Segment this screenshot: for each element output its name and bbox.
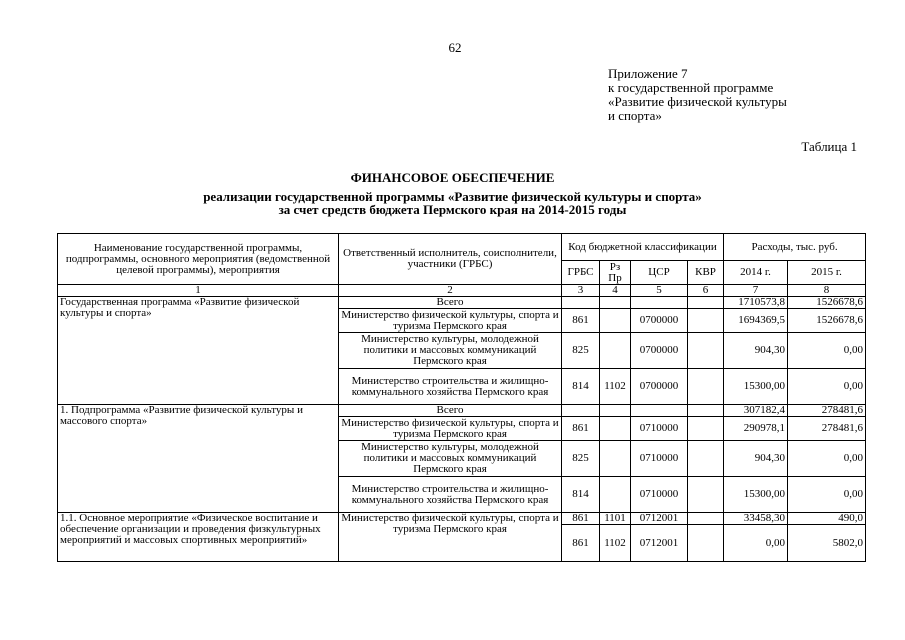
column-number: 3 <box>562 285 600 297</box>
kvr-cell <box>688 513 724 525</box>
expense-2014-cell: 33458,30 <box>724 513 788 525</box>
rzpr-cell <box>600 477 631 513</box>
grbs-cell: 861 <box>562 525 600 562</box>
column-number: 2 <box>339 285 562 297</box>
column-number: 4 <box>600 285 631 297</box>
header-2015: 2015 г. <box>788 261 866 285</box>
appendix-line-1: Приложение 7 <box>608 66 688 81</box>
csr-cell: 0700000 <box>631 369 688 405</box>
header-executor: Ответственный исполнитель, соисполнители, участники (ГРБС) <box>339 234 562 285</box>
page-number: 62 <box>448 40 462 55</box>
event-executor: Министерство физической культуры, спорта и туризма Пермского края <box>339 513 562 562</box>
appendix-line-2: к государственной программе <box>608 80 774 95</box>
expense-2015-cell: 0,00 <box>788 333 866 369</box>
financing-table <box>57 233 866 562</box>
header-name: Наименование государственной программы, подпрограммы, основного мероприятия (ведомственной целевой программы), мероприятия <box>58 234 339 285</box>
executor-cell: Всего <box>339 297 562 309</box>
expense-2015-cell: 490,0 <box>788 513 866 525</box>
appendix-line-4: и спорта» <box>608 108 662 123</box>
appendix-note <box>608 67 787 123</box>
grbs-cell: 861 <box>562 309 600 333</box>
expense-2015-cell: 0,00 <box>788 477 866 513</box>
expense-2014-cell: 1710573,8 <box>724 297 788 309</box>
event-name: 1.1. Основное мероприятие «Физическое воспитание и обеспечение организации и проведения физкультурных мероприятий и массовых спортивных мероприятий» <box>58 513 339 562</box>
executor-cell: Министерство строительства и жилищно-коммунального хозяйства Пермского края <box>339 477 562 513</box>
kvr-cell <box>688 333 724 369</box>
csr-cell: 0710000 <box>631 477 688 513</box>
rzpr-cell: 1102 <box>600 369 631 405</box>
appendix-line-3: «Развитие физической культуры <box>608 94 787 109</box>
header-csr: ЦСР <box>631 261 688 285</box>
column-number: 1 <box>58 285 339 297</box>
header-kvr: КВР <box>688 261 724 285</box>
executor-cell: Министерство физической культуры, спорта и туризма Пермского края <box>339 417 562 441</box>
header-code-group: Код бюджетной классификации <box>562 234 724 261</box>
document-subtitle-1: реализации государственной программы «Развитие физической культуры и спорта» <box>203 189 702 204</box>
document-title: ФИНАНСОВОЕ ОБЕСПЕЧЕНИЕ <box>350 170 555 185</box>
expense-2015-cell: 278481,6 <box>788 417 866 441</box>
expense-2014-cell: 290978,1 <box>724 417 788 441</box>
subprogram-name: 1. Подпрограмма «Развитие физической культуры и массового спорта» <box>58 405 339 513</box>
grbs-cell <box>562 297 600 309</box>
csr-cell: 0712001 <box>631 513 688 525</box>
grbs-cell: 861 <box>562 417 600 441</box>
executor-cell: Министерство культуры, молодежной политики и массовых коммуникаций Пермского края <box>339 333 562 369</box>
rzpr-cell <box>600 333 631 369</box>
executor-cell: Министерство физической культуры, спорта и туризма Пермского края <box>339 309 562 333</box>
expense-2014-cell: 15300,00 <box>724 477 788 513</box>
kvr-cell <box>688 525 724 562</box>
kvr-cell <box>688 309 724 333</box>
kvr-cell <box>688 369 724 405</box>
program-name: Государственная программа «Развитие физической культуры и спорта» <box>58 297 339 405</box>
expense-2015-cell: 1526678,6 <box>788 309 866 333</box>
rzpr-cell: 1101 <box>600 513 631 525</box>
expense-2014-cell: 1694369,5 <box>724 309 788 333</box>
document-subtitle-2: за счет средств бюджета Пермского края на 2014-2015 годы <box>278 202 627 217</box>
rzpr-cell <box>600 309 631 333</box>
header-rzpr: Рз Пр <box>600 261 631 285</box>
header-expenses-group: Расходы, тыс. руб. <box>724 234 866 261</box>
column-number: 5 <box>631 285 688 297</box>
expense-2014-cell: 904,30 <box>724 333 788 369</box>
csr-cell <box>631 405 688 417</box>
grbs-cell: 814 <box>562 369 600 405</box>
expense-2014-cell: 15300,00 <box>724 369 788 405</box>
grbs-cell: 861 <box>562 513 600 525</box>
csr-cell: 0712001 <box>631 525 688 562</box>
expense-2015-cell: 5802,0 <box>788 525 866 562</box>
grbs-cell <box>562 405 600 417</box>
executor-cell: Министерство строительства и жилищно-коммунального хозяйства Пермского края <box>339 369 562 405</box>
executor-cell: Всего <box>339 405 562 417</box>
rzpr-cell: 1102 <box>600 525 631 562</box>
rzpr-cell <box>600 297 631 309</box>
csr-cell: 0710000 <box>631 417 688 441</box>
column-number: 6 <box>688 285 724 297</box>
csr-cell: 0710000 <box>631 441 688 477</box>
expense-2015-cell: 278481,6 <box>788 405 866 417</box>
csr-cell <box>631 297 688 309</box>
header-grbs: ГРБС <box>562 261 600 285</box>
expense-2015-cell: 0,00 <box>788 369 866 405</box>
csr-cell: 0700000 <box>631 309 688 333</box>
kvr-cell <box>688 417 724 441</box>
kvr-cell <box>688 405 724 417</box>
expense-2014-cell: 307182,4 <box>724 405 788 417</box>
rzpr-cell <box>600 441 631 477</box>
kvr-cell <box>688 441 724 477</box>
csr-cell: 0700000 <box>631 333 688 369</box>
expense-2014-cell: 0,00 <box>724 525 788 562</box>
header-2014: 2014 г. <box>724 261 788 285</box>
grbs-cell: 814 <box>562 477 600 513</box>
expense-2015-cell: 1526678,6 <box>788 297 866 309</box>
executor-cell: Министерство культуры, молодежной политики и массовых коммуникаций Пермского края <box>339 441 562 477</box>
expense-2014-cell: 904,30 <box>724 441 788 477</box>
column-number: 7 <box>724 285 788 297</box>
table-label: Таблица 1 <box>801 139 857 154</box>
expense-2015-cell: 0,00 <box>788 441 866 477</box>
kvr-cell <box>688 297 724 309</box>
column-number: 8 <box>788 285 866 297</box>
rzpr-cell <box>600 417 631 441</box>
kvr-cell <box>688 477 724 513</box>
grbs-cell: 825 <box>562 333 600 369</box>
rzpr-cell <box>600 405 631 417</box>
grbs-cell: 825 <box>562 441 600 477</box>
